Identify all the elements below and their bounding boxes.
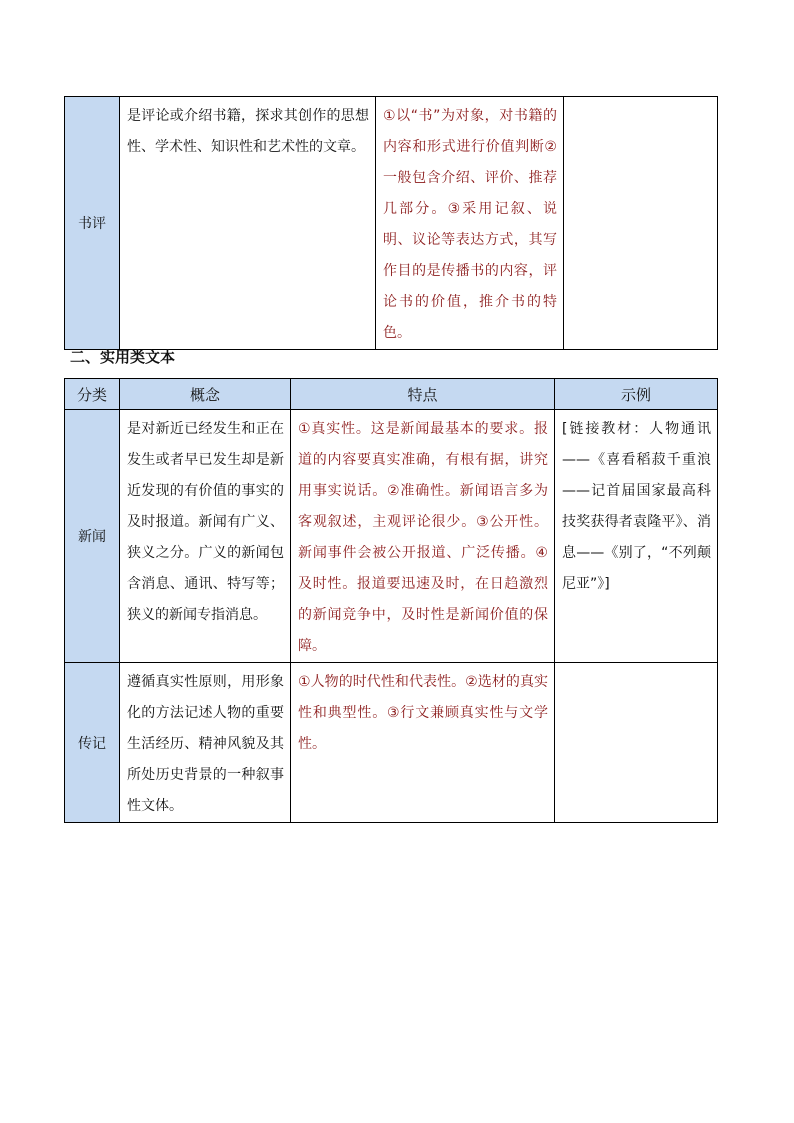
features-cell: ①人物的时代性和代表性。②选材的真实性和典型性。③行文兼顾真实性与文学性。 <box>291 663 555 823</box>
concept-cell: 是评论或介绍书籍，探求其创作的思想性、学术性、知识性和艺术性的文章。 <box>120 97 376 350</box>
category-cell: 传记 <box>65 663 120 823</box>
header-concept: 概念 <box>120 379 291 410</box>
features-cell: ①真实性。这是新闻最基本的要求。报道的内容要真实准确，有根有据，讲究用事实说话。②准确性。新闻语言多为客观叙述，主观评论很少。③公开性。新闻事件会被公开报道、广泛传播。④及时性。报道要迅速及时，在日趋激烈的新闻竞争中，及时性是新闻价值的保障。 <box>291 410 555 663</box>
section-title: 二、实用类文本 <box>70 348 176 366</box>
concept-cell: 遵循真实性原则，用形象化的方法记述人物的重要生活经历、精神风貌及其所处历史背景的一种叙事性文体。 <box>120 663 291 823</box>
example-cell <box>555 663 718 823</box>
example-cell: [链接教材：人物通讯——《喜看稻菽千重浪——记首届国家最高科技奖获得者袁隆平》、消息——《别了，“不列颠尼亚”》] <box>555 410 718 663</box>
concept-cell: 是对新近已经发生和正在发生或者早已发生却是新近发现的有价值的事实的及时报道。新闻有广义、狭义之分。广义的新闻包含消息、通讯、特写等；狭义的新闻专指消息。 <box>120 410 291 663</box>
category-cell: 书评 <box>65 97 120 350</box>
table-header-row <box>65 379 718 410</box>
header-category: 分类 <box>65 379 120 410</box>
table-row <box>65 663 718 823</box>
table-row <box>65 410 718 663</box>
book-review-table <box>64 96 718 350</box>
example-cell <box>564 97 718 350</box>
features-cell: ①以“书”为对象，对书籍的内容和形式进行价值判断②一般包含介绍、评价、推荐几部分。③采用记叙、说明、议论等表达方式，其写作目的是传播书的内容，评论书的价值，推介书的特色。 <box>376 97 564 350</box>
header-features: 特点 <box>291 379 555 410</box>
table-row <box>65 97 718 350</box>
header-example: 示例 <box>555 379 718 410</box>
practical-text-table <box>64 378 718 823</box>
category-cell: 新闻 <box>65 410 120 663</box>
